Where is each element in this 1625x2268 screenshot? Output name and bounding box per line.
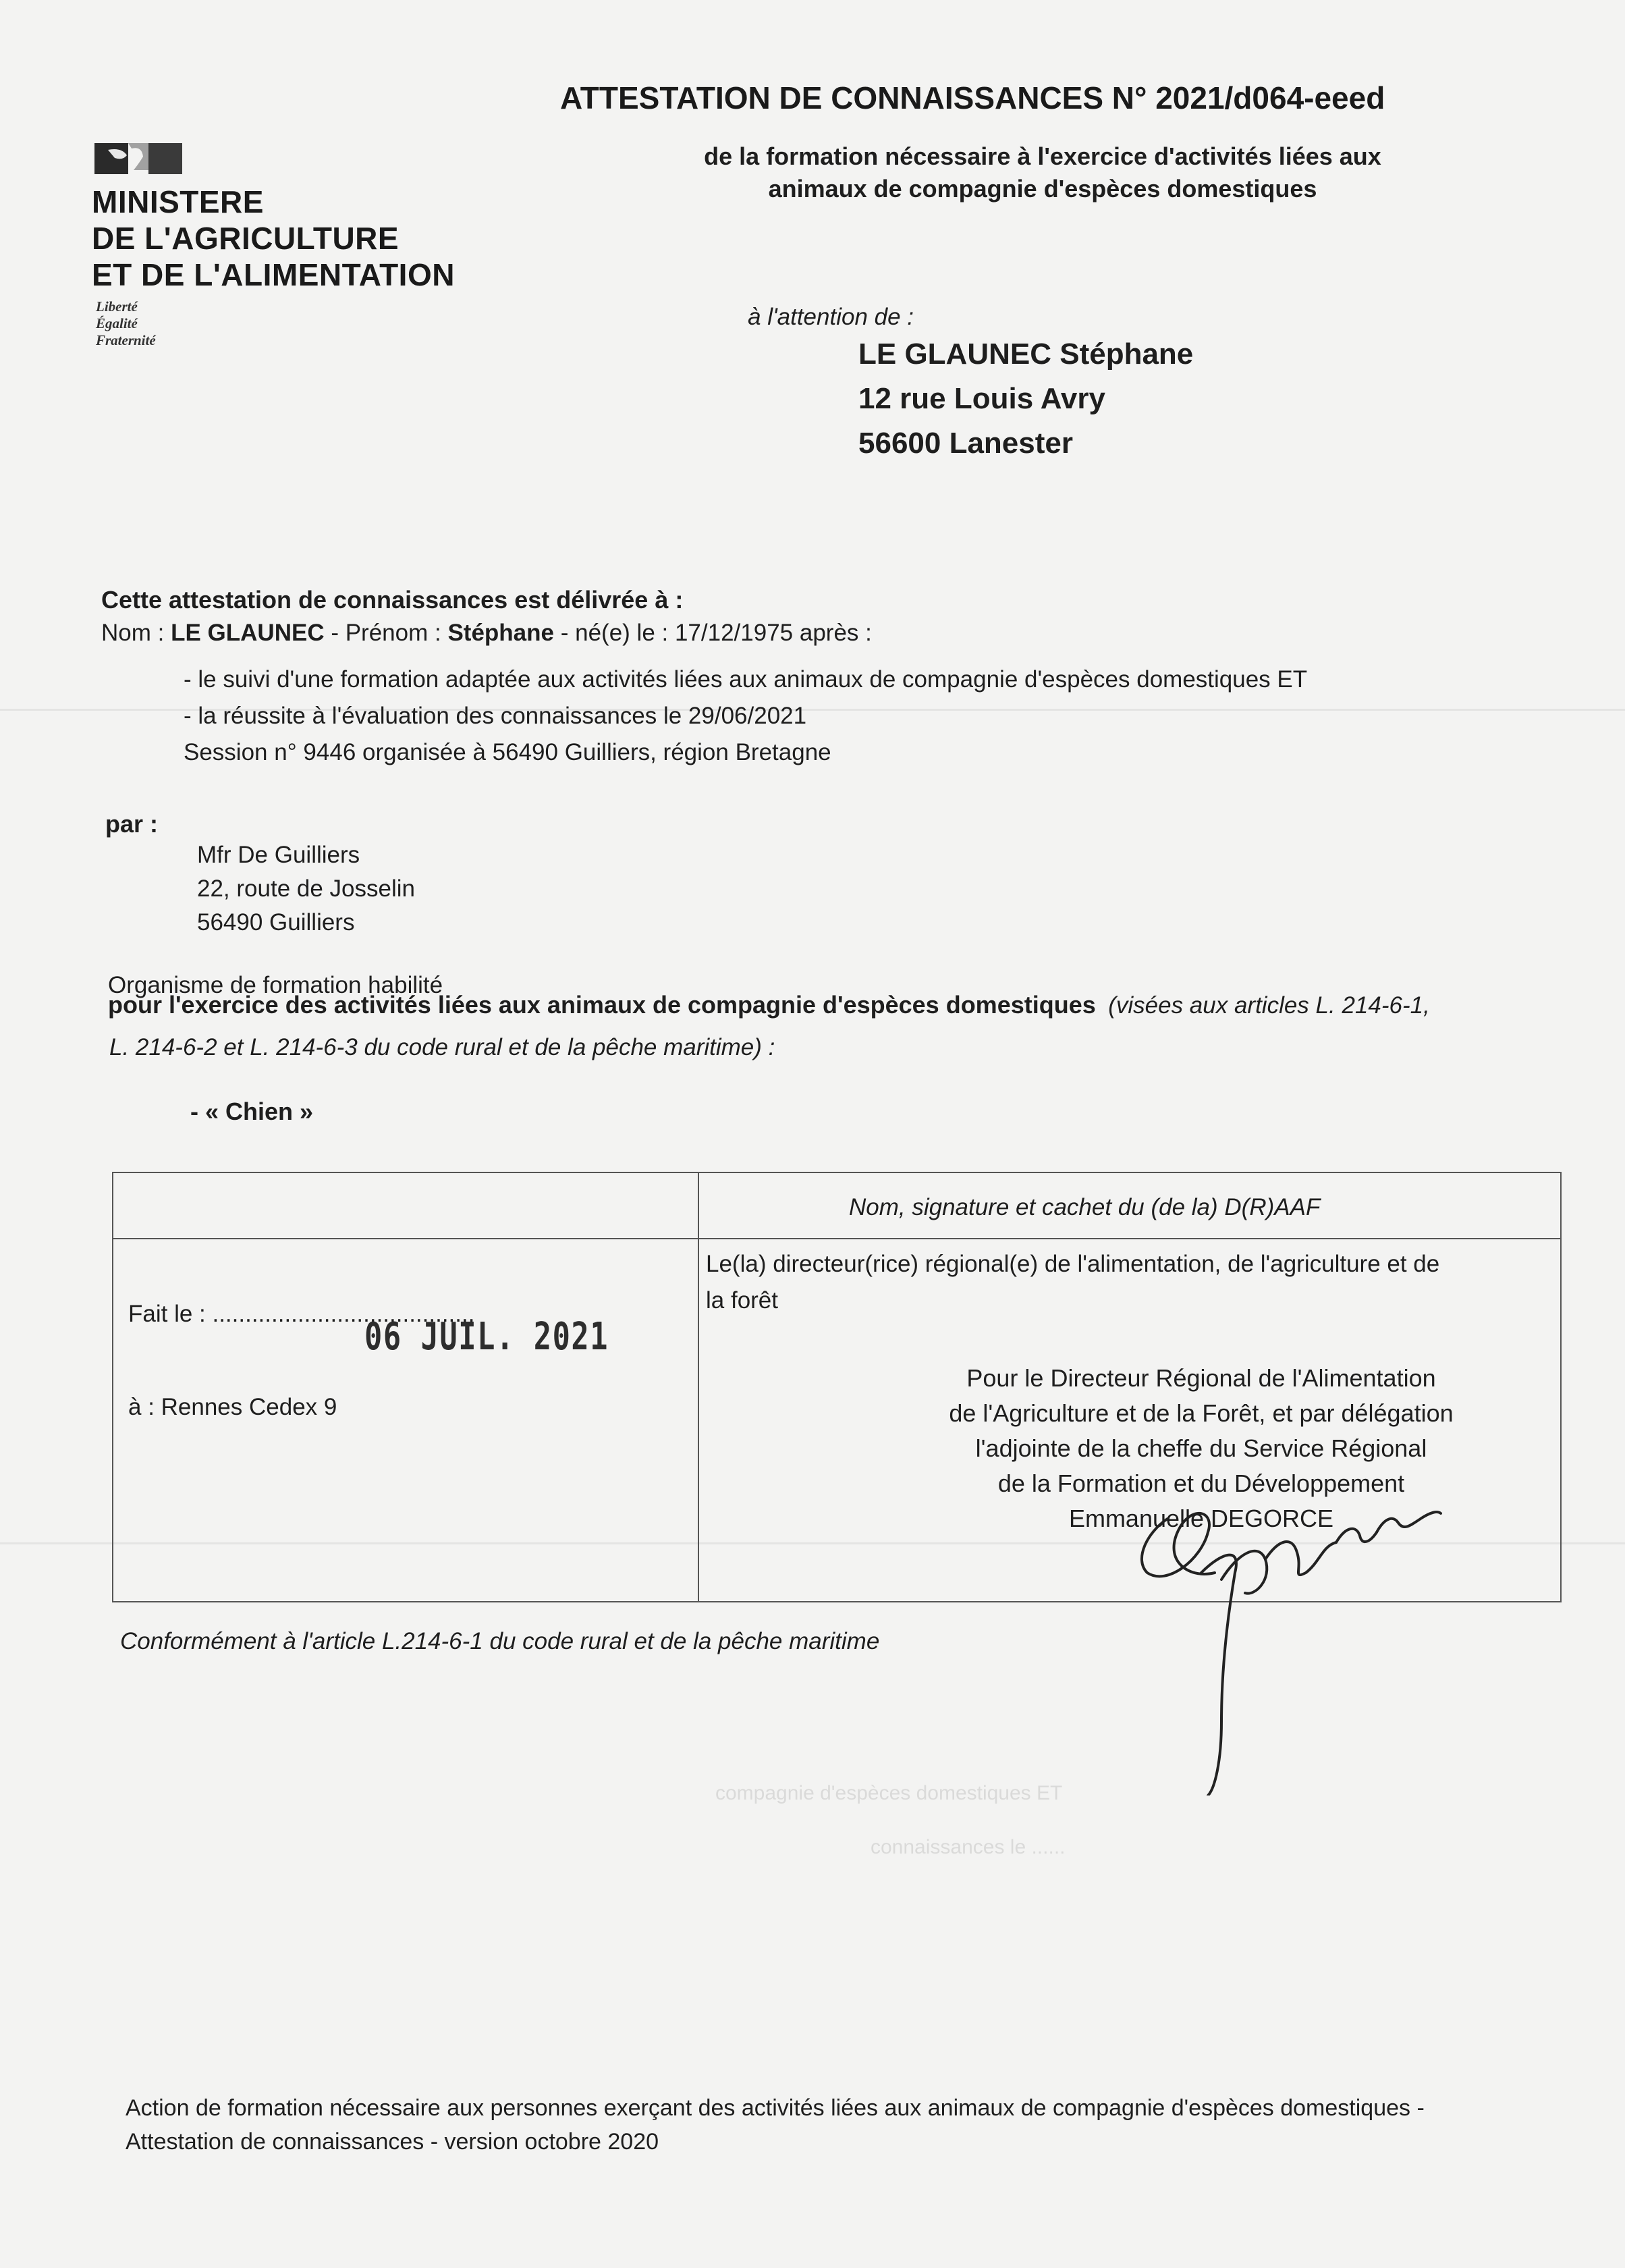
- bleed-through-text: connaissances le ......: [871, 1836, 1066, 1858]
- conformity-note: Conformément à l'article L.214-6-1 du code rural et de la pêche maritime: [120, 1628, 880, 1654]
- director-line: la forêt: [706, 1287, 778, 1314]
- condition-item: - la réussite à l'évaluation des connaissances le 29/06/2021: [184, 703, 807, 729]
- birth-text: - né(e) le : 17/12/1975 après :: [560, 620, 872, 646]
- ministry-line: ET DE L'ALIMENTATION: [92, 257, 455, 292]
- delegation-line: de l'Agriculture et de la Forêt, et par délégation: [949, 1399, 1454, 1427]
- nom-label: Nom :: [101, 620, 165, 646]
- ministry-line: MINISTERE: [92, 184, 264, 219]
- identity-line: [101, 620, 872, 647]
- subtitle-line: animaux de compagnie d'espèces domestiques: [768, 175, 1317, 202]
- republic-motto: [96, 298, 156, 349]
- prenom-label: - Prénom :: [331, 620, 441, 646]
- conditions-list: [184, 662, 1307, 771]
- document-footer: [126, 2091, 1425, 2159]
- habilite-label: Organisme de formation habilité: [108, 972, 443, 998]
- activity-ref: (visées aux articles L. 214-6-1,: [1108, 992, 1430, 1019]
- condition-item: - le suivi d'une formation adaptée aux activités liées aux animaux de compagnie d'espèces domestiques ET: [184, 666, 1308, 693]
- activity-line: [108, 991, 1430, 1019]
- signatory-name: Emmanuelle DEGORCE: [1068, 1505, 1334, 1532]
- marianne-logo-icon: [94, 143, 182, 174]
- ministry-name: [92, 184, 455, 293]
- handwritten-signature: [1120, 1478, 1458, 1796]
- date-stamp: 06 JUIL. 2021: [364, 1315, 609, 1359]
- recipient-name: LE GLAUNEC Stéphane: [858, 338, 1194, 371]
- lieu: à : Rennes Cedex 9: [128, 1394, 337, 1420]
- footer-line: Attestation de connaissances - version octobre 2020: [126, 2129, 659, 2155]
- nom-value: LE GLAUNEC: [171, 620, 325, 646]
- activity-bold: pour l'exercice des activités liées aux animaux de compagnie d'espèces domestiques: [108, 991, 1096, 1019]
- bleed-through-text: compagnie d'espèces domestiques ET: [715, 1782, 1063, 1804]
- organisme-street: 22, route de Josselin: [197, 875, 415, 902]
- document-subtitle: [658, 140, 1427, 205]
- document-title: ATTESTATION DE CONNAISSANCES N° 2021/d064-eeed: [560, 80, 1385, 115]
- recipient-address: [858, 332, 1193, 466]
- delegation-line: de la Formation et du Développement: [997, 1469, 1405, 1497]
- motto-line: Fraternité: [96, 332, 156, 348]
- par-label: par :: [105, 810, 159, 838]
- subtitle-line: de la formation nécessaire à l'exercice d'activités liées aux: [704, 142, 1381, 170]
- footer-line: Action de formation nécessaire aux personnes exerçant des activités liées aux animaux de compagnie d'espèces domestiques -: [126, 2095, 1425, 2121]
- organisme-name: Mfr De Guilliers: [197, 842, 360, 868]
- prenom-value: Stéphane: [447, 620, 554, 646]
- director-line: Le(la) directeur(rice) régional(e) de l'alimentation, de l'agriculture et de: [706, 1251, 1440, 1277]
- delegation-line: l'adjointe de la cheffe du Service Régional: [975, 1434, 1427, 1462]
- table-divider: [113, 1238, 1560, 1239]
- delegation-line: Pour le Directeur Régional de l'Alimentation: [966, 1364, 1436, 1392]
- ministry-line: DE L'AGRICULTURE: [92, 221, 400, 256]
- delivered-label: Cette attestation de connaissances est délivrée à :: [101, 586, 684, 614]
- attention-label: à l'attention de :: [748, 304, 914, 330]
- table-header-right: Nom, signature et cachet du (de la) D(R)AAF: [849, 1194, 1321, 1220]
- motto-line: Liberté: [96, 298, 138, 315]
- director-title: [706, 1246, 1549, 1319]
- category-chien: - « Chien »: [190, 1098, 314, 1125]
- activity-ref-cont: L. 214-6-2 et L. 214-6-3 du code rural et de la pêche maritime) :: [109, 1034, 775, 1060]
- fait-le-label: Fait le : ........................................: [128, 1301, 475, 1327]
- motto-line: Égalité: [96, 315, 138, 331]
- session-info: Session n° 9446 organisée à 56490 Guilliers, région Bretagne: [184, 739, 831, 765]
- organisme-city: 56490 Guilliers: [197, 909, 355, 936]
- training-organisme: [197, 838, 415, 940]
- recipient-street: 12 rue Louis Avry: [858, 382, 1105, 415]
- recipient-city: 56600 Lanester: [858, 427, 1073, 460]
